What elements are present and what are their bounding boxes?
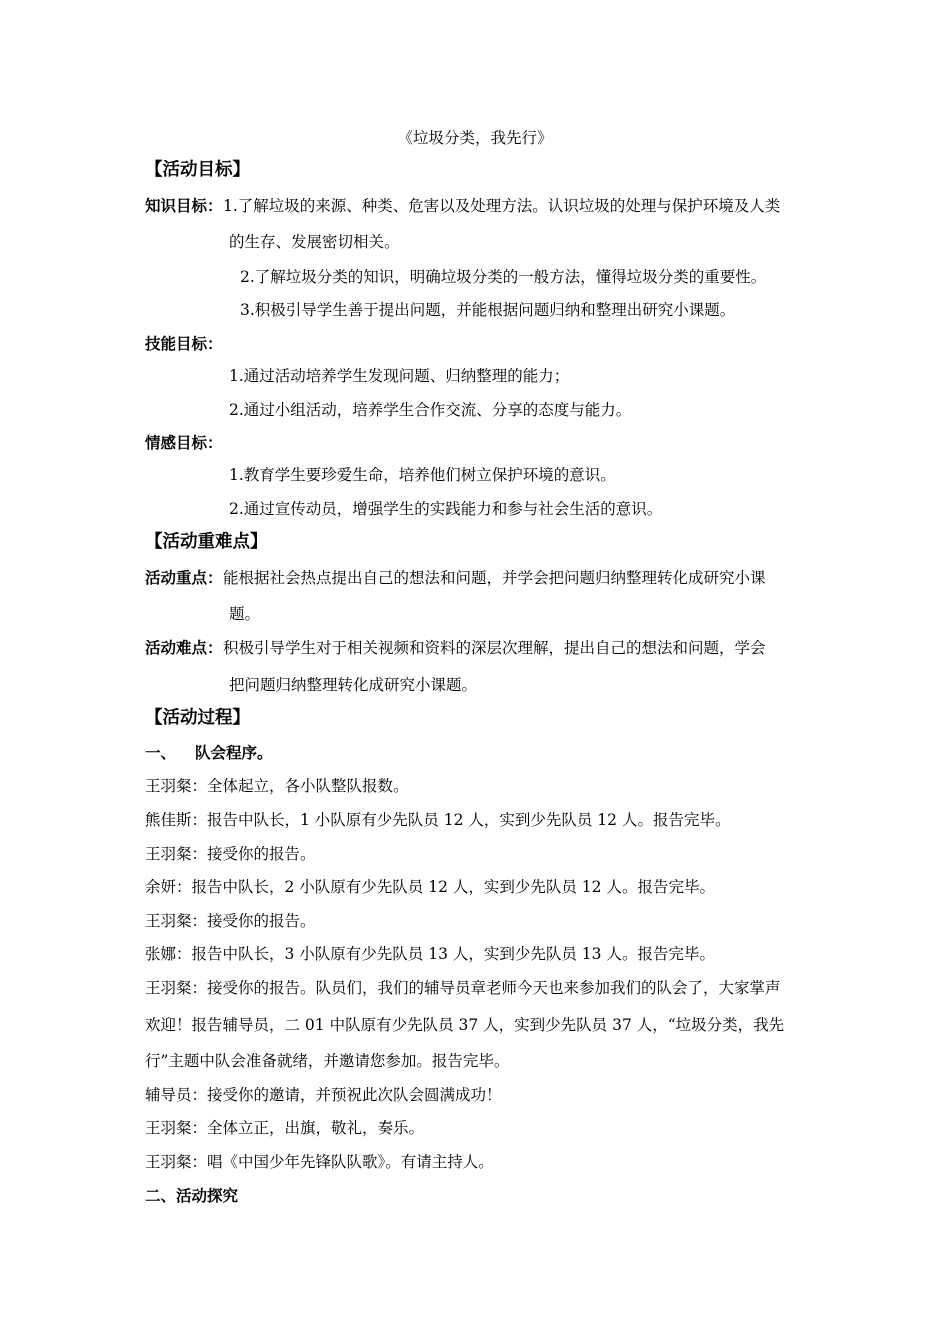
section-heading-process: 【活动过程】: [145, 708, 250, 728]
emotion-goal-item-1: 1.教育学生要珍爱生命，培养他们树立保护环境的意识。: [229, 466, 616, 484]
difficulty-text-cont: 把问题归纳整理转化成研究小课题。: [229, 676, 478, 694]
difficulty-label: 活动难点：: [145, 639, 223, 657]
procedure-line: 王羽粲：接受你的报告。: [145, 912, 316, 930]
procedure-line: 熊佳斯：报告中队长，1 小队原有少先队员 12 人，实到少先队员 12 人。报告完毕。: [145, 811, 731, 829]
section-heading-explore: 二、活动探究: [145, 1187, 239, 1205]
procedure-line: 王羽粲：全体立正，出旗，敬礼，奏乐。: [145, 1119, 425, 1137]
procedure-line: 王羽粲：接受你的报告。队员们，我们的辅导员章老师今天也来参加我们的队会了，大家掌声: [145, 979, 781, 997]
knowledge-goal-item-1-cont: 的生存、发展密切相关。: [229, 233, 400, 251]
emotion-goal-label: 情感目标：: [145, 434, 223, 452]
procedure-line: 辅导员：接受你的邀请，并预祝此次队会圆满成功！: [145, 1086, 502, 1104]
procedure-heading: 队会程序。: [195, 744, 273, 762]
procedure-heading-number: 一、: [145, 744, 177, 762]
difficulty-text: 积极引导学生对于相关视频和资料的深层次理解，提出自己的想法和问题，学会: [223, 639, 766, 657]
section-heading-objectives: 【活动目标】: [145, 160, 250, 180]
focus-label: 活动重点：: [145, 569, 223, 587]
procedure-line: 王羽粲：接受你的报告。: [145, 845, 316, 863]
section-heading-key-points: 【活动重难点】: [145, 532, 268, 552]
procedure-line: 王羽粲：唱《中国少年先锋队队歌》。有请主持人。: [145, 1153, 494, 1171]
skill-goal-label: 技能目标：: [145, 335, 223, 353]
skill-goal-item-2: 2.通过小组活动，培养学生合作交流、分享的态度与能力。: [229, 401, 632, 419]
procedure-line: 张娜：报告中队长，3 小队原有少先队员 13 人，实到少先队员 13 人。报告完毕。: [145, 945, 715, 963]
knowledge-goal-item-1: 1.了解垃圾的来源、种类、危害以及处理方法。认识垃圾的处理与保护环境及人类: [223, 197, 781, 215]
procedure-line: 王羽粲：全体起立，各小队整队报数。: [145, 777, 409, 795]
document-title: 《垃圾分类，我先行》: [397, 129, 553, 147]
emotion-goal-item-2: 2.通过宣传动员，增强学生的实践能力和参与社会生活的意识。: [229, 500, 663, 518]
procedure-line: 欢迎！报告辅导员，二 01 中队原有少先队员 37 人，实到少先队员 37 人，“垃圾分类，我先: [145, 1016, 785, 1034]
procedure-line: 余妍：报告中队长，2 小队原有少先队员 12 人，实到少先队员 12 人。报告完毕。: [145, 878, 715, 896]
skill-goal-item-1: 1.通过活动培养学生发现问题、归纳整理的能力；: [229, 367, 570, 385]
knowledge-goal-item-2: 2.了解垃圾分类的知识，明确垃圾分类的一般方法，懂得垃圾分类的重要性。: [240, 268, 767, 286]
procedure-line: 行”主题中队会准备就绪，并邀请您参加。报告完毕。: [145, 1052, 510, 1070]
knowledge-goal-item-3: 3.积极引导学生善于提出问题，并能根据问题归纳和整理出研究小课题。: [240, 301, 736, 319]
knowledge-goal-label: 知识目标：: [145, 197, 223, 215]
focus-text: 能根据社会热点提出自己的想法和问题，并学会把问题归纳整理转化成研究小课: [223, 569, 766, 587]
focus-text-cont: 题。: [229, 605, 261, 623]
